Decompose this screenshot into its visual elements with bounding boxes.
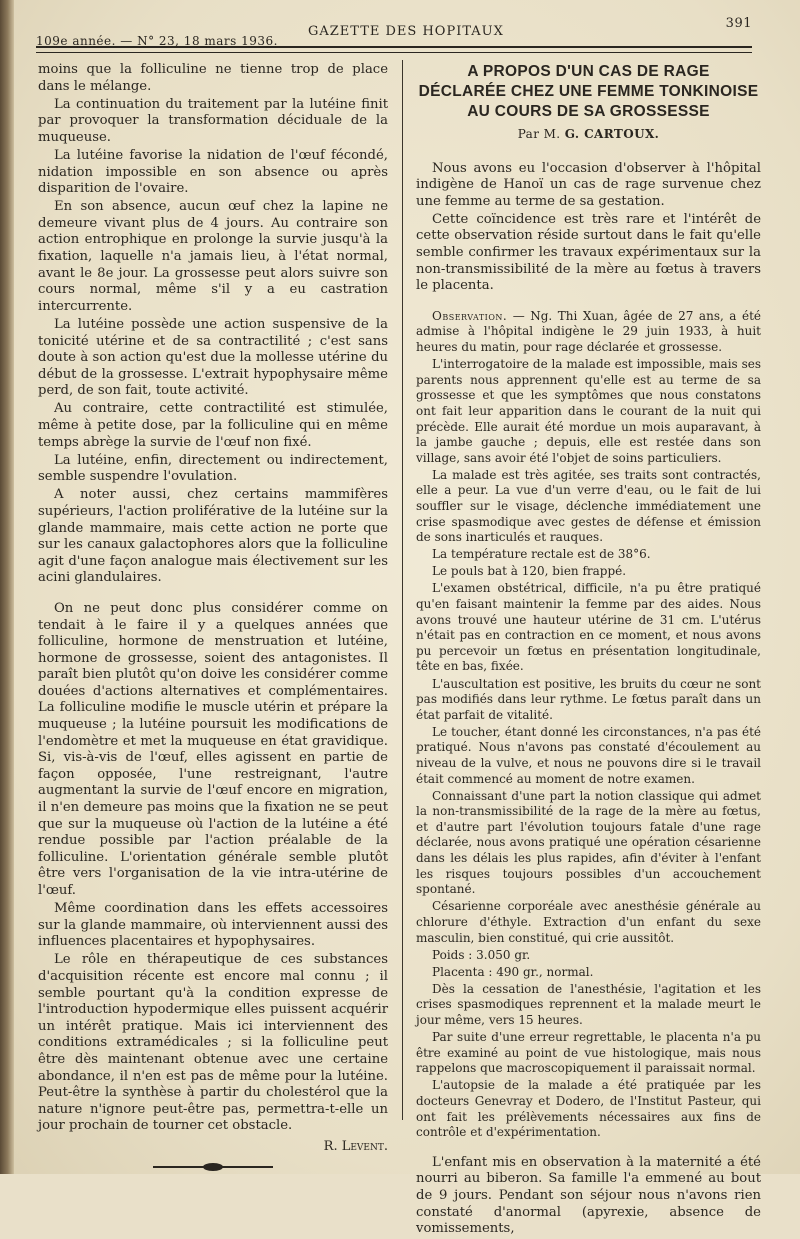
paragraph: L'auscultation est positive, les bruits du cœur ne sont pas modifiés dans leur rythme. Le fœtus paraît dans un état parfait de vitalité. [416,676,761,722]
journal-title: GAZETTE DES HOPITAUX [308,24,504,39]
paragraph: Cette coïncidence est très rare et l'intérêt de cette observation réside surtout dans le fait qu'elle semble confirmer les travaux expérimentaux sur la non-transmissibilité de la mère au fœtus à travers le placenta. [416,211,761,294]
paragraph: moins que la folliculine ne tienne trop de place dans le mélange. [38,62,388,94]
header-issue: — N° 23, 18 mars 1936. [120,34,278,48]
article-title [416,62,761,122]
paragraph: L'autopsie de la malade a été pratiquée par les docteurs Genevray et Dodero, de l'Institut Pasteur, qui ont fait les prélèvements nécessaires aux fins de contrôle et d'expérimentation. [416,1078,761,1140]
paragraph: La continuation du traitement par la lutéine finit par provoquer la transformation déciduale de la muqueuse. [38,96,388,145]
paragraph: La température rectale est de 38°6. [432,547,651,562]
page-header [36,16,752,48]
byline-author: G. CARTOUX. [564,127,660,141]
author-signature: R. Levent. [323,1138,388,1154]
paragraph: Le pouls bat à 120, bien frappé. [432,564,627,579]
page-number: 391 [725,16,752,31]
title-line: A PROPOS D'UN CAS DE RAGE [467,63,710,80]
paragraph: Même coordination dans les effets accessoires sur la glande mammaire, où interviennent aussi des influences placentaires et hypophysaires. [38,901,388,950]
paragraph: En son absence, aucun œuf chez la lapine ne demeure vivant plus de 4 jours. Au contraire son action entrophique en prolonge la survie jusqu'à la fixation, laquelle n'a jamais lieu, à l'état normal, avant le 8e jour. La grossesse peut alors suivre son cours normal, même s'il y a eu castration intercurrente. [38,199,388,314]
paragraph: L'examen obstétrical, difficile, n'a pu être pratiqué qu'en faisant maintenir la femme par des aides. Nous avons trouvé une hauteur utérine de 31 cm. L'utérus n'était pas en contraction en ce moment, et nous avons pu percevoir un fœtus en présentation longitudinale, tête en bas, fixée. [416,581,761,674]
byline-prefix: Par M. [517,127,561,141]
paragraph: La lutéine, enfin, directement ou indirectement, semble suspendre l'ovulation. [38,452,388,485]
paragraph: Placenta : 490 gr., normal. [432,964,594,979]
paragraph: Le toucher, étant donné les circonstances, n'a pas été pratiqué. Nous n'avons pas constaté d'écoulement au niveau de la vulve, et nous ne pouvons dire si le travail était commencé au moment de notre examen. [416,724,761,786]
paragraph: Poids : 3.050 gr. [432,947,531,962]
paragraph: Césarienne corporéale avec anesthésie générale au chlorure d'éthyle. Extraction d'un enfant du sexe masculin, bien constitué, qui crie aussitôt. [416,899,761,945]
observation-paragraph [416,309,761,356]
paragraph: L'enfant mis en observation à la maternité a été nourri au biberon. Sa famille l'a emmené au bout de 9 jours. Pendant son séjour nous n'avons rien constaté d'anormal (apyrexie, absence de vomissements, [416,1154,761,1237]
paragraph: Nous avons eu l'occasion d'observer à l'hôpital indigène de Hanoï un cas de rage survenue chez une femme au terme de sa gestation. [416,160,761,209]
article-byline [416,126,761,143]
observation-text: — Ng. Thi Xuan, âgée de 27 ans, a été admise à l'hôpital indigène le 29 juin 1933, à huit heures du matin, pour rage déclarée et grossesse. [416,308,761,355]
left-column [38,62,388,1168]
column-divider [402,60,403,1120]
title-line: DÉCLARÉE CHEZ UNE FEMME TONKINOISE [418,83,759,100]
end-ornament [153,1166,273,1168]
paragraph: Le rôle en thérapeutique de ces substances d'acquisition récente est encore mal connu ; il semble pourtant qu'à la condition expresse de l'introduction hypodermique elles puissent acquérir un intérêt pratique. Mais ici interviennent des conditions extramédicales ; si la folliculine peut être dès maintenant obtenue avec une certaine abondance, il n'en est pas de même pour la lutéine. Peut-être la synthèse à partir du cholestérol que la nature n'ignore peut-être pas, permettra-t-elle un jour prochain de tourner cet obstacle. [38,952,388,1134]
paragraph: La malade est très agitée, ses traits sont contractés, elle a peur. La vue d'un verre d'eau, ou le fait de lui souffler sur le visage, déclenche immédiatement une crise spasmodique avec gestes de défense et émission de sons inarticulés et rauques. [416,467,761,545]
paragraph: Dès la cessation de l'anesthésie, l'agitation et les crises spasmodiques reprennent et la malade meurt le jour même, vers 15 heures. [416,981,761,1027]
paragraph: Par suite d'une erreur regrettable, le placenta n'a pu être examiné au point de vue histologique, mais nous rappelons que macroscopiquement il paraissait normal. [416,1030,761,1076]
paragraph: La lutéine possède une action suspensive de la tonicité utérine et de sa contractilité ; c'est sans doute à son action qu'est due la mollesse utérine du début de la grossesse. L'extrait hypophysaire même perd, de son fait, toute activité. [38,316,388,399]
header-rule [36,46,752,53]
paragraph: On ne peut donc plus considérer comme on tendait à le faire il y a quelques années que folliculine, hormone de menstruation et lutéine, hormone de grossesse, soient des antagonistes. Il paraît bien plutôt qu'on doive les considérer comme douées d'actions alternatives et complémentaires. La folliculine modifie le muscle utérin et prépare la muqueuse ; la lutéine poursuit les modifications de l'endomètre et met la muqueuse en état gravidique. Si, vis-à-vis de l'œuf, elles agissent en partie de façon opposée, l'une restreignant, l'autre augmentant la survie de l'œuf encore en migration, il n'en demeure pas moins que la fixation ne se peut que sur la muqueuse où l'action de la lutéine a été rendue possible par l'action préalable de la folliculine. L'orientation générale semble plutôt être vers l'organisation de la vie intra-utérine de l'œuf. [38,600,388,898]
paragraph: La lutéine favorise la nidation de l'œuf fécondé, nidation impossible en son absence ou après disparition de l'ovaire. [38,147,388,197]
page-binding-edge [0,0,14,1174]
paragraph: Connaissant d'une part la notion classique qui admet la non-transmissibilité de la rage de la mère au fœtus, et d'autre part l'évolution toujours fatale d'une rage déclarée, nous avons pratiqué une opération césarienne dans les délais les plus rapides, afin d'éviter à l'enfant les risques toujours possibles d'un accouchement spontané. [416,788,761,897]
paragraph: L'interrogatoire de la malade est impossible, mais ses parents nous apprennent qu'elle est au terme de sa grossesse et que les symptômes que nous constatons ont fait leur apparition dans le courant de la nuit qui précède. Elle aurait été mordue un mois auparavant, à la jambe gauche ; depuis, elle est restée dans son village, sans avoir été l'objet de soins particuliers. [416,357,761,465]
header-year: 109e année. [36,34,116,48]
right-column [416,62,761,1239]
paragraph: A noter aussi, chez certains mammifères supérieurs, l'action proliférative de la lutéine sur la glande mammaire, mais cette action ne porte que sur les canaux galactophores alors que la folliculine agit d'une façon analogue mais électivement sur les acini glandulaires. [38,487,388,586]
title-line: AU COURS DE SA GROSSESSE [467,103,710,120]
paragraph: Au contraire, cette contractilité est stimulée, même à petite dose, par la folliculine qui en même temps abrège la survie de l'œuf non fixé. [38,401,388,450]
observation-label: Observation. [432,308,508,323]
